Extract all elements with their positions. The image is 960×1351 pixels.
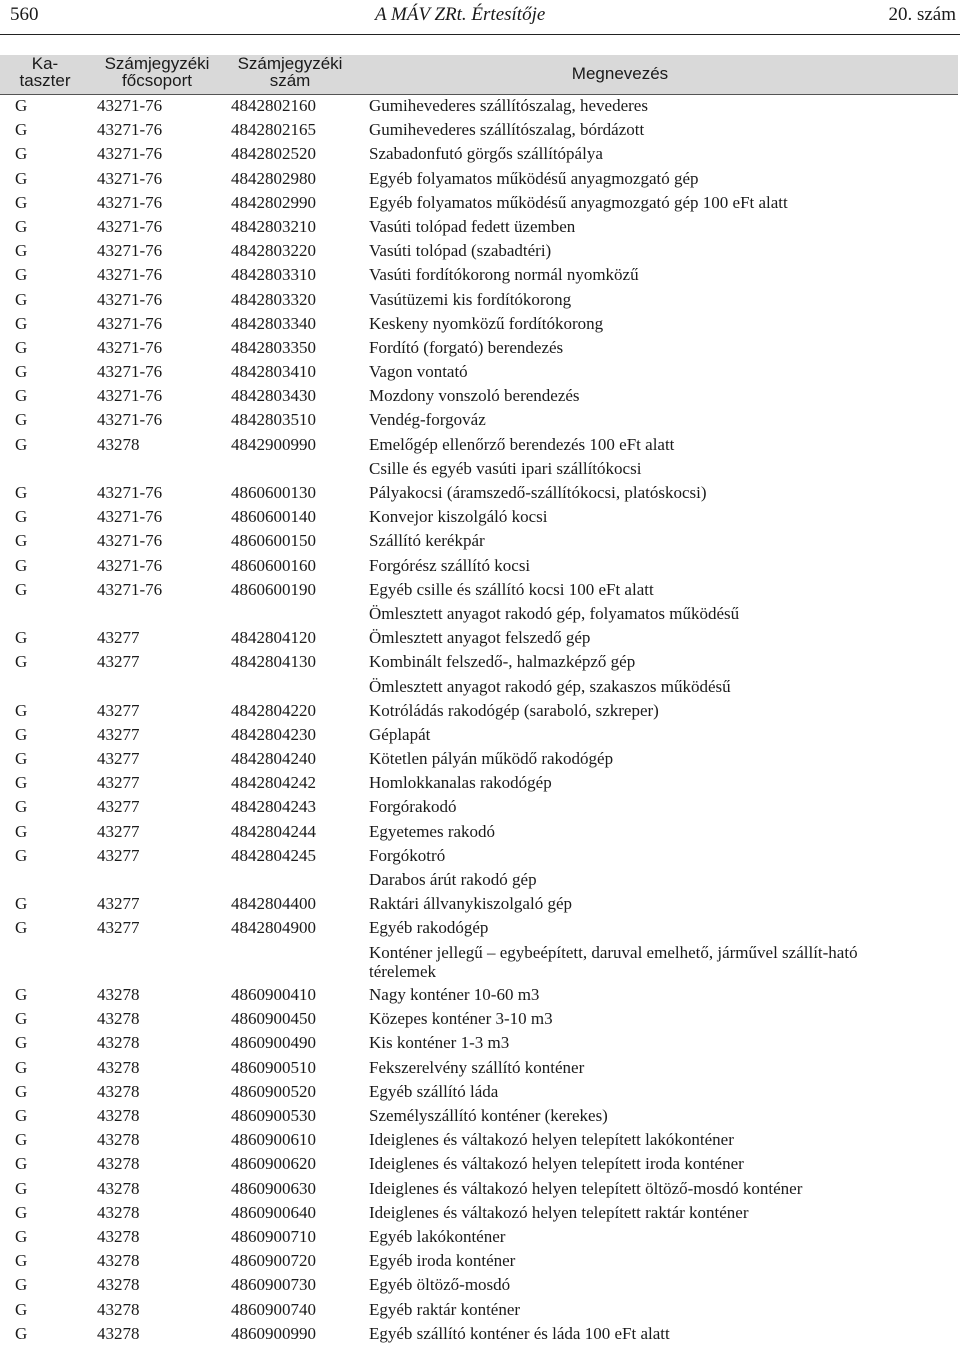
- megnevezes-cell: Konvejor kiszolgáló kocsi: [369, 507, 548, 527]
- page-number: 560: [10, 4, 39, 25]
- table-row: [0, 650, 960, 674]
- szam-cell: 4860600130: [231, 483, 316, 502]
- megnevezes-cell: Vasúti tolópad (szabadtéri): [369, 241, 552, 261]
- kategoria-cell: G: [15, 120, 28, 140]
- focsoport-cell: 43271-76: [97, 579, 163, 599]
- megnevezes-cell: Géplapát: [369, 724, 431, 744]
- column-header-focsoport: [92, 55, 222, 89]
- kategoria-cell: G: [15, 337, 28, 357]
- megnevezes-cell: Vagon vontató: [369, 362, 468, 382]
- focsoport-cell: 43278: [97, 434, 140, 454]
- focsoport-cell: 43277: [97, 845, 140, 865]
- section-heading-row: [0, 868, 960, 892]
- kategoria-cell: G: [15, 1178, 28, 1198]
- table-row: [0, 408, 960, 432]
- kategoria-cell: G: [15, 362, 28, 382]
- megnevezes-cell: Ömlesztett anyagot rakodó gép, folyamatos működésű: [369, 603, 740, 623]
- table-header: [0, 55, 958, 95]
- szam-cell: 4860900410: [231, 985, 316, 1005]
- table-row: [0, 167, 960, 191]
- szam-cell: 4842804130: [231, 652, 316, 672]
- table-row: [0, 481, 960, 505]
- kategoria-cell: G: [15, 1226, 28, 1246]
- szam-cell: 4860900520: [231, 1081, 316, 1101]
- table-row: [0, 384, 960, 408]
- megnevezes-cell: Egyéb raktár konténer: [369, 1299, 521, 1319]
- megnevezes-cell: Forgórész szállító kocsi: [369, 555, 531, 575]
- page-header: [0, 0, 960, 35]
- focsoport-cell: 43271-76: [97, 410, 163, 430]
- megnevezes-cell: Emelőgép ellenőrző berendezés 100 eFt alatt: [369, 434, 675, 454]
- szam-cell: 4842802980: [231, 168, 316, 188]
- focsoport-cell: 43278: [97, 1130, 140, 1150]
- kategoria-cell: G: [15, 773, 28, 793]
- szam-cell: 4842804245: [231, 845, 316, 865]
- szam-cell: 4842804120: [231, 628, 316, 648]
- kategoria-cell: G: [15, 1275, 28, 1295]
- table-row: [0, 1152, 960, 1176]
- megnevezes-cell: Fordító (forgató) berendezés: [369, 337, 564, 357]
- szam-cell: 4842804900: [231, 918, 316, 938]
- focsoport-cell: 43271-76: [97, 265, 163, 285]
- megnevezes-cell: Homlokkanalas rakodógép: [369, 773, 552, 793]
- kategoria-cell: G: [15, 531, 28, 551]
- kategoria-cell: G: [15, 1106, 28, 1125]
- focsoport-cell: 43271-76: [97, 531, 163, 551]
- focsoport-cell: 43278: [97, 1057, 140, 1077]
- szam-cell: 4860600190: [231, 579, 316, 599]
- megnevezes-cell: Keskeny nyomközű fordítókorong: [369, 313, 604, 333]
- kategoria-cell: G: [15, 1130, 28, 1150]
- megnevezes-cell: Gumihevederes szállítószalag, hevederes: [369, 96, 648, 115]
- table-row: [0, 94, 960, 118]
- megnevezes-cell: Egyéb lakókonténer: [369, 1226, 506, 1246]
- szam-cell: 4842802165: [231, 120, 316, 140]
- szam-cell: 4842804230: [231, 724, 316, 744]
- table-row: [0, 360, 960, 384]
- table-row: [0, 1322, 960, 1346]
- kategoria-cell: G: [15, 410, 28, 430]
- table-row: [0, 983, 960, 1007]
- column-header-szam-line1: Számjegyzéki: [237, 54, 343, 73]
- szam-cell: 4860900450: [231, 1009, 316, 1029]
- kategoria-cell: G: [15, 386, 28, 406]
- megnevezes-cell: Konténer jellegű – egybeépített, daruval emelhető, járművel szállít-ható térelemek: [369, 942, 858, 981]
- table-row: [0, 118, 960, 142]
- focsoport-cell: 43277: [97, 724, 140, 744]
- kategoria-cell: G: [15, 241, 28, 261]
- szam-cell: 4842802520: [231, 144, 316, 164]
- table-body: [0, 94, 960, 1346]
- kategoria-cell: G: [15, 797, 28, 817]
- szam-cell: 4842803210: [231, 216, 316, 236]
- megnevezes-cell: Forgókotró: [369, 845, 446, 865]
- focsoport-cell: 43271-76: [97, 168, 163, 188]
- megnevezes-cell: Raktári állvanykiszolgaló gép: [369, 894, 572, 914]
- table-row: [0, 312, 960, 336]
- kategoria-cell: G: [15, 749, 28, 769]
- megnevezes-cell: Ömlesztett anyagot felszedő gép: [369, 628, 591, 648]
- table-row: [0, 505, 960, 529]
- table-row: [0, 1104, 960, 1128]
- szam-cell: 4860900610: [231, 1130, 316, 1150]
- focsoport-cell: 43271-76: [97, 120, 163, 140]
- section-heading-row: [0, 675, 960, 699]
- megnevezes-cell: Kis konténer 1-3 m3: [369, 1033, 510, 1053]
- szam-cell: 4860600150: [231, 531, 316, 551]
- kategoria-cell: G: [15, 1009, 28, 1029]
- szam-cell: 4860900530: [231, 1106, 316, 1125]
- kategoria-cell: G: [15, 724, 28, 744]
- focsoport-cell: 43278: [97, 1202, 140, 1222]
- kategoria-cell: G: [15, 265, 28, 285]
- szam-cell: 4860900640: [231, 1202, 316, 1222]
- kategoria-cell: G: [15, 289, 28, 309]
- megnevezes-cell: Ideiglenes és váltakozó helyen telepített lakókonténer: [369, 1130, 734, 1150]
- table-row: [0, 433, 960, 457]
- szam-cell: 4842803340: [231, 313, 316, 333]
- szam-cell: 4860900990: [231, 1323, 316, 1343]
- table-row: [0, 1080, 960, 1104]
- focsoport-cell: 43277: [97, 652, 140, 672]
- table-row: [0, 820, 960, 844]
- szam-cell: 4842802160: [231, 96, 316, 115]
- table-row: [0, 699, 960, 723]
- focsoport-cell: 43271-76: [97, 144, 163, 164]
- szam-cell: 4860600160: [231, 555, 316, 575]
- szam-cell: 4860600140: [231, 507, 316, 527]
- focsoport-cell: 43278: [97, 1275, 140, 1295]
- focsoport-cell: 43278: [97, 1154, 140, 1174]
- focsoport-cell: 43271-76: [97, 507, 163, 527]
- table-row: [0, 336, 960, 360]
- table-row: [0, 892, 960, 916]
- focsoport-cell: 43277: [97, 773, 140, 793]
- megnevezes-cell: Vendég-forgováz: [369, 410, 486, 430]
- szam-cell: 4842804220: [231, 700, 316, 720]
- megnevezes-cell: Csille és egyéb vasúti ipari szállítókocsi: [369, 458, 642, 478]
- table-row: [0, 1249, 960, 1273]
- focsoport-cell: 43277: [97, 918, 140, 938]
- focsoport-cell: 43277: [97, 700, 140, 720]
- focsoport-cell: 43278: [97, 1009, 140, 1029]
- table-row: [0, 263, 960, 287]
- kategoria-cell: G: [15, 894, 28, 914]
- megnevezes-cell: Forgórakodó: [369, 797, 457, 817]
- megnevezes-cell: Ideiglenes és váltakozó helyen telepített raktár konténer: [369, 1202, 749, 1222]
- kategoria-cell: G: [15, 555, 28, 575]
- kategoria-cell: G: [15, 1299, 28, 1319]
- column-header-focsoport-line2: főcsoport: [122, 71, 192, 90]
- focsoport-cell: 43278: [97, 1178, 140, 1198]
- megnevezes-cell: Egyéb csille és szállító kocsi 100 eFt alatt: [369, 579, 654, 599]
- megnevezes-cell: Közepes konténer 3-10 m3: [369, 1009, 553, 1029]
- megnevezes-cell: Gumihevederes szállítószalag, bórdázott: [369, 120, 645, 140]
- megnevezes-cell: Egyéb iroda konténer: [369, 1251, 516, 1271]
- megnevezes-cell: Ideiglenes és váltakozó helyen telepített öltöző-mosdó konténer: [369, 1178, 803, 1198]
- focsoport-cell: 43277: [97, 894, 140, 914]
- table-row: [0, 795, 960, 819]
- table-row: [0, 1128, 960, 1152]
- kategoria-cell: G: [15, 313, 28, 333]
- kategoria-cell: G: [15, 168, 28, 188]
- szam-cell: 4860900720: [231, 1251, 316, 1271]
- focsoport-cell: 43278: [97, 1081, 140, 1101]
- focsoport-cell: 43271-76: [97, 96, 163, 115]
- table-row: [0, 1177, 960, 1201]
- szam-cell: 4842803430: [231, 386, 316, 406]
- megnevezes-cell: Darabos árút rakodó gép: [369, 870, 537, 889]
- szam-cell: 4842803350: [231, 337, 316, 357]
- megnevezes-cell: Nagy konténer 10-60 m3: [369, 985, 540, 1005]
- column-header-szam-line2: szám: [269, 71, 311, 90]
- focsoport-cell: 43271-76: [97, 313, 163, 333]
- szam-cell: 4860900740: [231, 1299, 316, 1319]
- table-row: [0, 215, 960, 239]
- megnevezes-cell: Kotróládás rakodógép (saraboló, szkreper): [369, 700, 659, 720]
- szam-cell: 4860900710: [231, 1226, 316, 1246]
- section-heading-row: [0, 457, 960, 481]
- section-heading-row: [0, 941, 960, 984]
- kategoria-cell: G: [15, 96, 28, 115]
- kategoria-cell: G: [15, 1033, 28, 1053]
- megnevezes-cell: Szállító kerékpár: [369, 531, 485, 551]
- megnevezes-cell: Kötetlen pályán működő rakodógép: [369, 749, 614, 769]
- table-row: [0, 916, 960, 940]
- kategoria-cell: G: [15, 483, 28, 502]
- table-row: [0, 747, 960, 771]
- column-header-megnevezes: Megnevezés: [571, 64, 669, 83]
- focsoport-cell: 43277: [97, 628, 140, 648]
- megnevezes-cell: Vasúti tolópad fedett üzemben: [369, 216, 576, 236]
- section-heading-row: [0, 602, 960, 626]
- table-row: [0, 239, 960, 263]
- szam-cell: 4860900730: [231, 1275, 316, 1295]
- kategoria-cell: G: [15, 1057, 28, 1077]
- focsoport-cell: 43278: [97, 1251, 140, 1271]
- kategoria-cell: G: [15, 434, 28, 454]
- focsoport-cell: 43271-76: [97, 216, 163, 236]
- table-row: [0, 1031, 960, 1055]
- szam-cell: 4842803510: [231, 410, 316, 430]
- kategoria-cell: G: [15, 1323, 28, 1343]
- megnevezes-cell: Fekszerelvény szállító konténer: [369, 1057, 585, 1077]
- focsoport-cell: 43278: [97, 1033, 140, 1053]
- szam-cell: 4842900990: [231, 434, 316, 454]
- megnevezes-cell: Vasúti fordítókorong normál nyomközű: [369, 265, 639, 285]
- szam-cell: 4842804243: [231, 797, 316, 817]
- kategoria-cell: G: [15, 144, 28, 164]
- table-row: [0, 626, 960, 650]
- megnevezes-cell: Egyéb rakodógép: [369, 918, 489, 938]
- megnevezes-cell: Egyéb folyamatos működésű anyagmozgató gép 100 eFt alatt: [369, 192, 788, 212]
- column-header-focsoport-line1: Számjegyzéki: [104, 54, 210, 73]
- column-header-kategoria-line2: taszter: [19, 71, 71, 90]
- table-row: [0, 578, 960, 602]
- szam-cell: 4860900510: [231, 1057, 316, 1077]
- megnevezes-cell: Vasútüzemi kis fordítókorong: [369, 289, 572, 309]
- megnevezes-cell: Pályakocsi (áramszedő-szállítókocsi, platóskocsi): [369, 483, 707, 502]
- kategoria-cell: G: [15, 821, 28, 841]
- table-row: [0, 771, 960, 795]
- kategoria-cell: G: [15, 192, 28, 212]
- focsoport-cell: 43271-76: [97, 289, 163, 309]
- szam-cell: 4842803320: [231, 289, 316, 309]
- table-row: [0, 723, 960, 747]
- szam-cell: 4860900620: [231, 1154, 316, 1174]
- kategoria-cell: G: [15, 1251, 28, 1271]
- megnevezes-cell: Mozdony vonszoló berendezés: [369, 386, 580, 406]
- table-row: [0, 191, 960, 215]
- megnevezes-cell: Egyéb szállító konténer és láda 100 eFt alatt: [369, 1323, 670, 1343]
- focsoport-cell: 43278: [97, 1226, 140, 1246]
- kategoria-cell: G: [15, 507, 28, 527]
- megnevezes-cell: Egyéb szállító láda: [369, 1081, 499, 1101]
- table-row: [0, 1225, 960, 1249]
- table-row: [0, 288, 960, 312]
- megnevezes-cell: Ideiglenes és váltakozó helyen telepített iroda konténer: [369, 1154, 744, 1174]
- focsoport-cell: 43271-76: [97, 192, 163, 212]
- table-row: [0, 1007, 960, 1031]
- table-row: [0, 1273, 960, 1297]
- megnevezes-cell: Ömlesztett anyagot rakodó gép, szakaszos működésű: [369, 676, 731, 696]
- kategoria-cell: G: [15, 652, 28, 672]
- table-row: [0, 844, 960, 868]
- szam-cell: 4842804400: [231, 894, 316, 914]
- publication-title: A MÁV ZRt. Értesítője: [375, 4, 546, 25]
- issue-number: 20. szám: [888, 4, 956, 25]
- focsoport-cell: 43278: [97, 985, 140, 1005]
- kategoria-cell: G: [15, 579, 28, 599]
- kategoria-cell: G: [15, 845, 28, 865]
- kategoria-cell: G: [15, 1202, 28, 1222]
- focsoport-cell: 43277: [97, 797, 140, 817]
- table-row: [0, 1298, 960, 1322]
- megnevezes-cell: Egyéb folyamatos működésű anyagmozgató gép: [369, 168, 699, 188]
- szam-cell: 4842804240: [231, 749, 316, 769]
- focsoport-cell: 43271-76: [97, 483, 163, 502]
- szam-cell: 4842802990: [231, 192, 316, 212]
- szam-cell: 4842804244: [231, 821, 316, 841]
- kategoria-cell: G: [15, 1154, 28, 1174]
- megnevezes-cell: Személyszállító konténer (kerekes): [369, 1106, 608, 1125]
- szam-cell: 4842803310: [231, 265, 316, 285]
- focsoport-cell: 43271-76: [97, 337, 163, 357]
- table-row: [0, 1056, 960, 1080]
- focsoport-cell: 43271-76: [97, 555, 163, 575]
- table-row: [0, 529, 960, 553]
- focsoport-cell: 43278: [97, 1106, 140, 1125]
- szam-cell: 4860900630: [231, 1178, 316, 1198]
- focsoport-cell: 43277: [97, 821, 140, 841]
- kategoria-cell: G: [15, 985, 28, 1005]
- szam-cell: 4842803410: [231, 362, 316, 382]
- column-header-kategoria-line1: Ka-: [31, 54, 59, 73]
- focsoport-cell: 43278: [97, 1323, 140, 1343]
- focsoport-cell: 43271-76: [97, 386, 163, 406]
- column-header-szam: [228, 55, 352, 89]
- megnevezes-cell: Egyéb öltöző-mosdó: [369, 1275, 511, 1295]
- szam-cell: 4842804242: [231, 773, 316, 793]
- focsoport-cell: 43278: [97, 1299, 140, 1319]
- focsoport-cell: 43271-76: [97, 362, 163, 382]
- kategoria-cell: G: [15, 918, 28, 938]
- szam-cell: 4860900490: [231, 1033, 316, 1053]
- table-row: [0, 1201, 960, 1225]
- megnevezes-cell: Egyetemes rakodó: [369, 821, 496, 841]
- szam-cell: 4842803220: [231, 241, 316, 261]
- column-header-kategoria: [14, 55, 76, 89]
- focsoport-cell: 43277: [97, 749, 140, 769]
- table-row: [0, 142, 960, 166]
- table-row: [0, 554, 960, 578]
- kategoria-cell: G: [15, 628, 28, 648]
- kategoria-cell: G: [15, 216, 28, 236]
- kategoria-cell: G: [15, 1081, 28, 1101]
- focsoport-cell: 43271-76: [97, 241, 163, 261]
- kategoria-cell: G: [15, 700, 28, 720]
- megnevezes-cell: Kombinált felszedő-, halmazképző gép: [369, 652, 636, 672]
- megnevezes-cell: Szabadonfutó görgős szállítópálya: [369, 144, 603, 164]
